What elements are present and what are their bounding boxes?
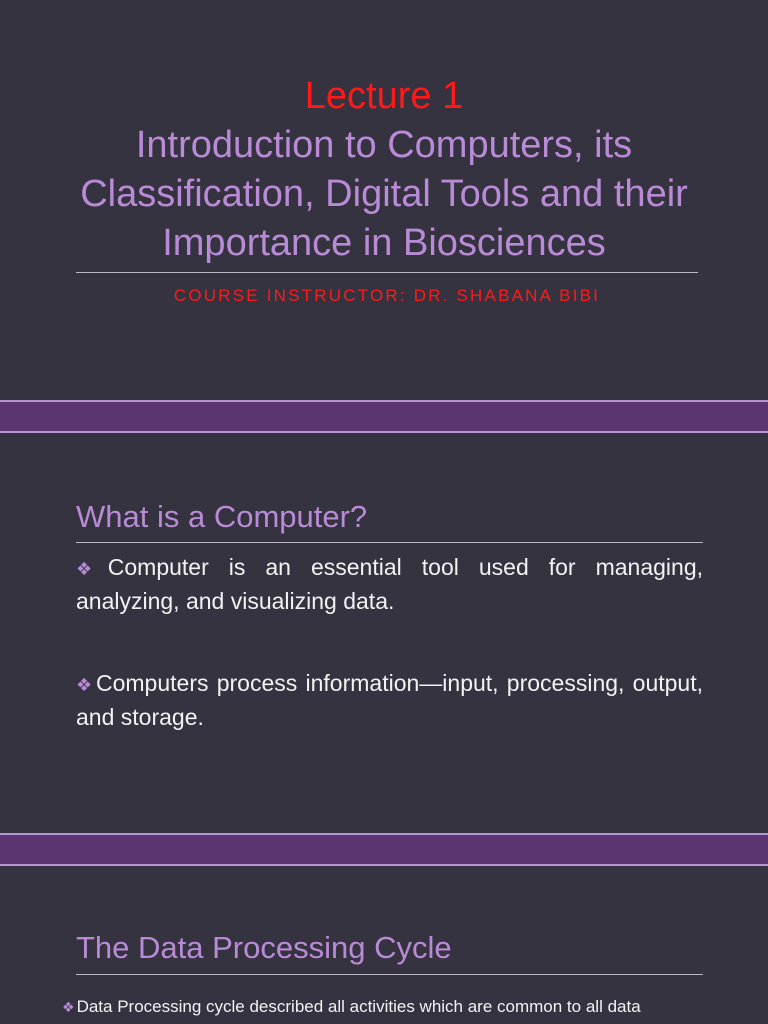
- bullet-text: Computers process information—input, processing, output, and storage.: [76, 670, 703, 730]
- lecture-title: Introduction to Computers, its Classification, Digital Tools and their Importance in Biosciences: [80, 124, 688, 264]
- slide-title-block: [40, 72, 728, 268]
- heading-divider-line: [76, 974, 703, 975]
- bullet-item: [62, 994, 696, 1020]
- heading-divider-line: [76, 542, 703, 543]
- slide-separator: [0, 833, 768, 866]
- computer-definition-slide: [0, 433, 768, 833]
- title-slide: [0, 0, 768, 400]
- slide-heading: The Data Processing Cycle: [76, 930, 452, 965]
- diamond-bullet-icon: ❖: [76, 559, 106, 579]
- slide-heading: What is a Computer?: [76, 499, 368, 534]
- title-divider-line: [76, 272, 698, 273]
- lecture-number: Lecture 1: [304, 75, 464, 117]
- diamond-bullet-icon: ❖: [76, 675, 94, 695]
- bullet-item: [76, 551, 703, 617]
- diamond-bullet-icon: ❖: [62, 999, 75, 1015]
- data-processing-slide: [0, 866, 768, 1024]
- bullet-text: Computer is an essential tool used for managing, analyzing, and visualizing data.: [76, 554, 704, 614]
- bullet-text: Data Processing cycle described all activities which are common to all data: [76, 997, 641, 1016]
- slide-separator: [0, 400, 768, 433]
- course-instructor: COURSE INSTRUCTOR: DR. SHABANA BIBI: [173, 286, 601, 305]
- bullet-item: [76, 667, 703, 733]
